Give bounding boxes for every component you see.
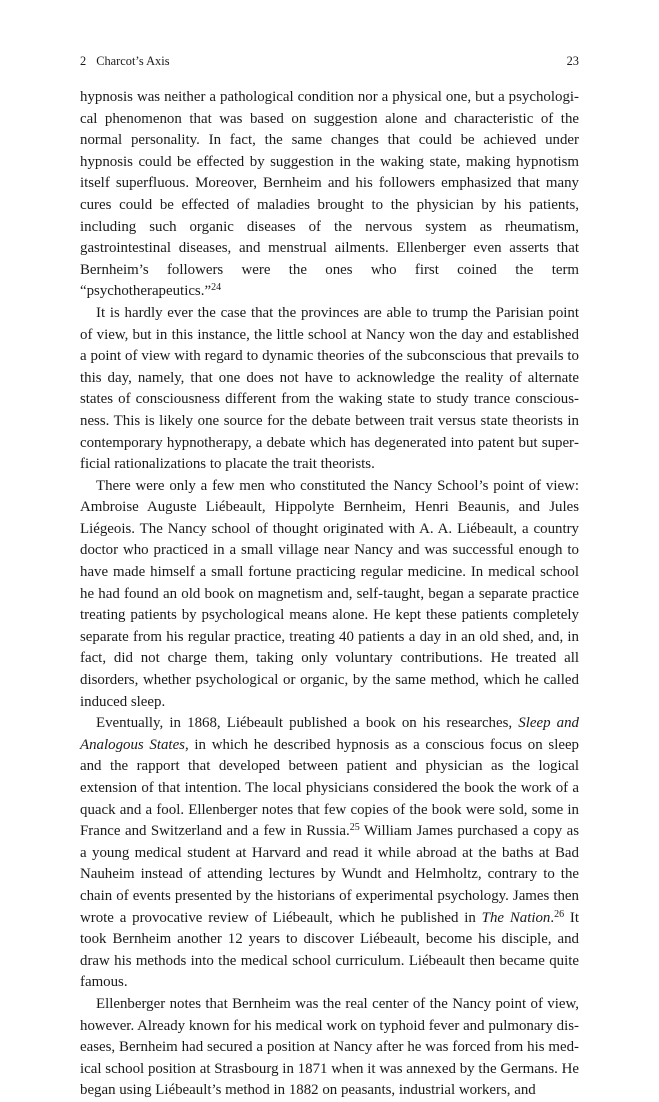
book-title-sleep-and-analogous-states: Sleep and Analogous States (80, 715, 579, 753)
chapter-title: Charcot’s Axis (96, 54, 170, 68)
paragraph-3 (80, 476, 579, 714)
body-text (80, 87, 579, 1102)
paragraph-text: It is hardly ever the case that the provinces are able to trump the Parisian point of view, but in this instance, the little school at Nancy won the day and established a point of view with regard to dynamic theories of the subconscious that prevails to this day, namely, that one does not have to acknowledge the reality of alternate states of consciousness different from the waking state to study trance consciousness. This is likely one source for the debate between trait versus state theorists in contemporary hypnotherapy, a debate which has degenerated into patent but superficial rationalizations to placate the trait theorists. (80, 304, 579, 473)
footnote-marker-25: 25 (349, 822, 360, 834)
chapter-number: 2 (80, 54, 87, 68)
paragraph-text: Eventually, in 1868, Liébeault published a book on his researches, (96, 715, 519, 732)
paragraph-text: , in which he described hypnosis as a conscious focus on sleep and the rapport that developed between patient and physician as the logical extension of that intention. The local physicians considered the book the work of a quack and a fool. Ellenberger notes that few copies of the book were sold, some in France and Switzerland and a few in Russia. (80, 736, 579, 840)
running-head (80, 53, 579, 69)
paragraph-2 (80, 303, 579, 476)
paragraph-text: Ellenberger notes that Bernheim was the real center of the Nancy point of view, however. Already known for his medical work on typhoid fever and pulmonary diseases, Bernheim had secured a position at Nancy after he was forced from his medical school position at Strasbourg in 1871 when it was annexed by the Germans. He began using Liébeault’s method in 1882 on peasants, industrial workers, and (80, 995, 579, 1099)
paragraph-text: There were only a few men who constituted the Nancy School’s point of view: Ambroise Auguste Liébeault, Hippolyte Bernheim, Henri Beaunis, and Jules Liégeois. The Nancy school of thought originated with A. A. Liébeault, a country doctor who practiced in a small village near Nancy and was successful enough to have made himself a small fortune practicing regular medicine. In medical school he had found an old book on magnetism and, self-taught, began a separate practice treating patients by psychological means alone. He kept these patients completely separate from his regular practice, treating 40 patients a day in an old shed, and, in fact, did not charge them, taking only voluntary contributions. He treated all disorders, whether psychological or organic, by the same method, which he called induced sleep. (80, 477, 579, 710)
footnote-marker-26: 26 (554, 908, 565, 920)
paragraph-5 (80, 994, 579, 1102)
paragraph-text: . (550, 909, 555, 926)
journal-title-the-nation: The Nation (481, 909, 551, 926)
paragraph-text: It took Bernheim another 12 years to discover Liébeault, become his disciple, and draw his methods into the medical school curriculum. Liébeault then became quite famous. (80, 909, 579, 991)
paragraph-text: hypnosis was neither a pathological condition nor a physical one, but a psychological phenomenon that was based on suggestion alone and characteristic of the normal personality. In fact, the same changes that could be achieved under hypnosis could be effected by suggestion in the waking state, making hypnotism itself superfluous. Moreover, Bernheim and his followers emphasized that many cures could be effected of maladies brought to the physician by his patients, including such organic diseases of the nervous system as rheumatism, gastrointestinal diseases, and menstrual ailments. Ellenberger even asserts that Bernheim’s followers were the ones who first coined the term “psychotherapeutics.” (80, 89, 579, 300)
footnote-marker-24: 24 (211, 282, 222, 294)
paragraph-4 (80, 713, 579, 994)
paragraph-text: William James purchased a copy as a young medical student at Harvard and read it while abroad at the baths at Bad Nauheim instead of attending lectures by Wundt and Helmholtz, contrary to the chain of events presented by the historians of experimental psychology. James then wrote a provocative review of Liébeault, which he published in (80, 823, 579, 926)
page-number: 23 (566, 54, 579, 68)
chapter-heading (80, 53, 170, 69)
paragraph-1 (80, 87, 579, 303)
